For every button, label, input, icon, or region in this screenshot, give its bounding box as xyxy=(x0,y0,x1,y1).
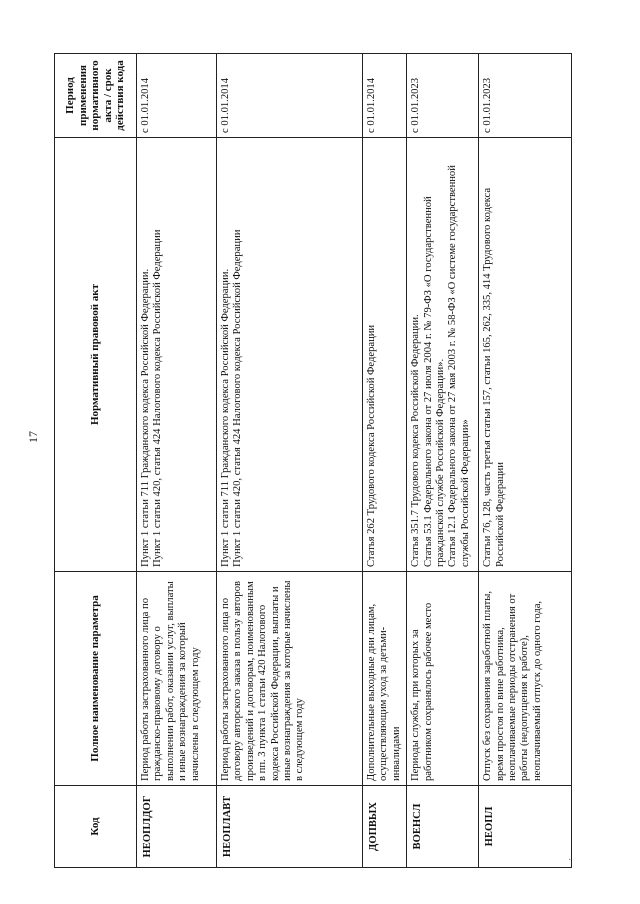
table-header-row xyxy=(55,54,137,868)
row-period: с 01.01.2023 xyxy=(479,54,572,138)
row-act: Пункт 1 статьи 711 Гражданского кодекса Российской Федерации. Пункт 1 статьи 420, статья 424 Налогового кодекса Российской Федерации xyxy=(137,138,217,572)
row-name: Отпуск без сохранения заработной платы, время простоя по вине работника, неоплачиваемые периоды отстранения от работы (недопущения к работе), неоплачиваемый отпуск до одного года, xyxy=(479,572,572,786)
header-act: Нормативный правовой акт xyxy=(55,138,137,572)
table-row xyxy=(479,54,572,868)
row-name: Период работы застрахованного лица по гражданско-правовому договору о выполнении работ, оказании услуг, выплаты и иные вознаграждения за который начислены в следующем году xyxy=(137,572,217,786)
row-code: НЕОПЛАВТ xyxy=(217,786,363,868)
header-code: Код xyxy=(55,786,137,868)
row-act: Пункт 1 статьи 711 Гражданского кодекса Российской Федерации. Пункт 1 статьи 420, статья 424 Налогового кодекса Российской Федерации xyxy=(217,138,363,572)
row-period: с 01.01.2014 xyxy=(217,54,363,138)
page-number: 17 xyxy=(26,431,40,443)
row-name: Дополнительные выходные дни лицам, осуществляющим уход за детьми-инвалидами xyxy=(363,572,407,786)
row-name: Период работы застрахованного лица по договору авторского заказа в пользу авторов произведений и договорам, поименованным в пп. 3 пункта 1 статьи 420 Налогового кодекса Российской Федерации, выплаты и иные вознаграждения за которые начислены в следующем году xyxy=(217,572,363,786)
table-row xyxy=(137,54,217,868)
table-row xyxy=(363,54,407,868)
table-row xyxy=(407,54,479,868)
row-act: Статья 262 Трудового кодекса Российской Федерации xyxy=(363,138,407,572)
row-period: с 01.01.2014 xyxy=(363,54,407,138)
row-code: НЕОПЛДОГ xyxy=(137,786,217,868)
header-period: Период применения нормативного акта / срок действия кода xyxy=(55,54,137,138)
table-row xyxy=(217,54,363,868)
scan-speck: · xyxy=(568,855,572,866)
row-code: НЕОПЛ xyxy=(479,786,572,868)
row-code: ВОЕНСЛ xyxy=(407,786,479,868)
row-act: Статья 351.7 Трудового кодекса Российской Федерации. Статья 53.1 Федерального закона от 27 июля 2004 г. № 79-ФЗ «О государственной гражданской службе Российской Федерации». Статья 12.1 Федерального закона от 27 мая 2003 г. № 58-ФЗ «О системе государственной службы Российской Федерации» xyxy=(407,138,479,572)
rotated-table-container xyxy=(54,54,587,868)
codes-table xyxy=(54,53,572,868)
row-name: Периоды службы, при которых за работником сохранялось рабочее место xyxy=(407,572,479,786)
row-code: ДОПВЫХ xyxy=(363,786,407,868)
row-act: Статьи 76, 128, часть третья статьи 157, статьи 165, 262, 335, 414 Трудового кодекса Российской Федерации xyxy=(479,138,572,572)
row-period: с 01.01.2023 xyxy=(407,54,479,138)
row-period: с 01.01.2014 xyxy=(137,54,217,138)
header-full-name: Полное наименование параметра xyxy=(55,572,137,786)
